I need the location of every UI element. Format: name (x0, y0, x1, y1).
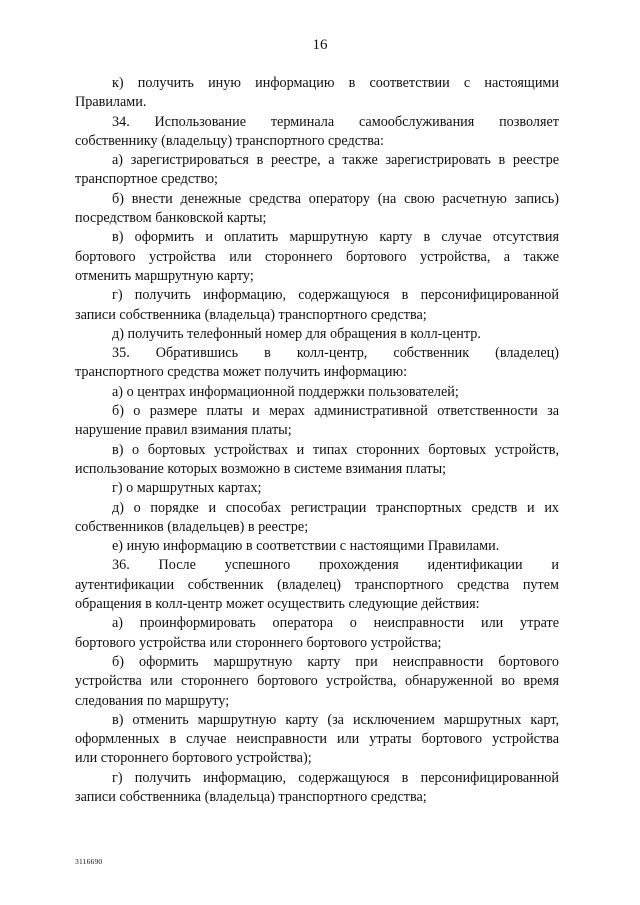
text-line: следования по маршруту; (75, 692, 230, 709)
text-line: д) о порядке и способах регистрации транспортных средств и их (112, 499, 559, 516)
text-line: б) внести денежные средства оператору (на свою расчетную запись) (112, 190, 559, 207)
text-line: аутентификации собственник (владелец) транспортного средства путем (75, 576, 559, 593)
text-line: транспортное средство; (75, 171, 219, 188)
text-line: бортового устройства или стороннего бортового устройства, а также (75, 248, 559, 265)
text-line: устройства или стороннего бортового устройства, обнаруженной во время (75, 673, 559, 690)
document-body (75, 74, 559, 807)
text-line: бортового устройства или стороннего бортового устройства; (75, 634, 442, 651)
text-line: записи собственника (владельца) транспортного средства; (75, 788, 427, 805)
text-line: е) иную информацию в соответствии с настоящими Правилами. (112, 538, 500, 555)
page-number: 16 (312, 37, 328, 53)
text-line: нарушение правил взимания платы; (75, 422, 292, 439)
text-line: собственников (владельцев) в реестре; (75, 518, 309, 535)
text-line: собственнику (владельцу) транспортного средства: (75, 132, 384, 149)
text-line: а) зарегистрироваться в реестре, а также зарегистрировать в реестре (112, 152, 559, 169)
text-line: г) получить информацию, содержащуюся в персонифицированной (112, 287, 559, 304)
text-line: к) получить иную информацию в соответствии с настоящими (112, 75, 559, 91)
text-line: б) о размере платы и мерах административной ответственности за (112, 403, 559, 420)
text-line: транспортного средства может получить информацию: (75, 364, 408, 381)
text-line: б) оформить маршрутную карту при неисправности бортового (112, 653, 559, 670)
document-code: 3116690 (75, 857, 103, 866)
text-line: 35. Обратившись в колл-центр, собственник (владелец) (112, 345, 559, 362)
text-line: использование которых возможно в системе взимания платы; (75, 460, 447, 477)
text-line: или стороннего бортового устройства); (75, 750, 312, 767)
text-line: в) оформить и оплатить маршрутную карту в случае отсутствия (112, 229, 559, 246)
text-line: Правилами. (75, 94, 147, 111)
text-line: посредством банковской карты; (75, 210, 267, 227)
text-line: в) отменить маршрутную карту (за исключением маршрутных карт, (112, 711, 559, 728)
text-line: 36. После успешного прохождения идентификации и (112, 557, 559, 574)
text-line: д) получить телефонный номер для обращения в колл-центр. (112, 325, 481, 342)
text-line: в) о бортовых устройствах и типах сторонних бортовых устройств, (112, 441, 559, 458)
text-line: а) проинформировать оператора о неисправности или утрате (112, 615, 559, 632)
text-line: обращения в колл-центр может осуществить следующие действия: (75, 596, 480, 613)
text-line: 34. Использование терминала самообслуживания позволяет (112, 113, 559, 130)
text-line: оформленных в случае неисправности или утраты бортового устройства (75, 731, 559, 748)
text-line: записи собственника (владельца) транспортного средства; (75, 306, 427, 323)
text-line: отменить маршрутную карту; (75, 267, 254, 284)
text-line: г) о маршрутных картах; (112, 480, 262, 497)
text-line: а) о центрах информационной поддержки пользователей; (112, 383, 459, 400)
text-line: г) получить информацию, содержащуюся в персонифицированной (112, 769, 559, 786)
